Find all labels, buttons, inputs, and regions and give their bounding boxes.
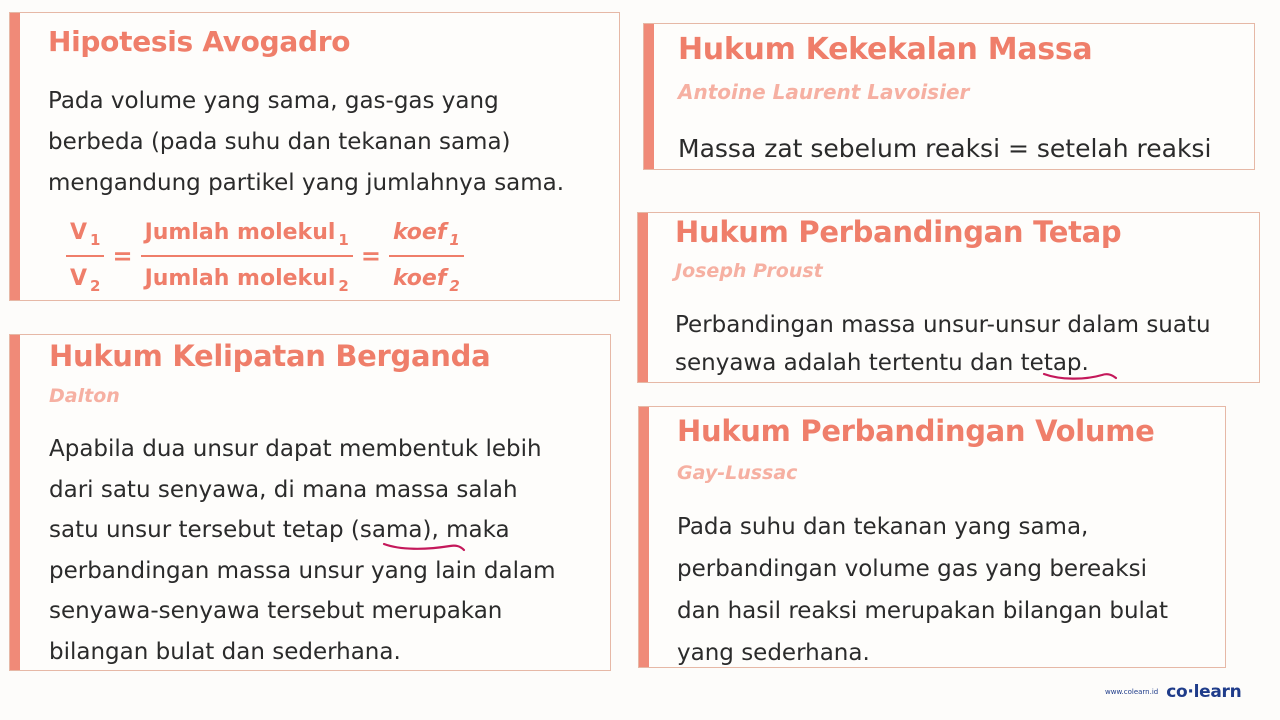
fraction-bar <box>66 255 104 257</box>
card-title: Hukum Perbandingan Tetap <box>675 215 1122 249</box>
card-author: Gay-Lussac <box>677 462 798 484</box>
card-body <box>48 81 564 204</box>
logo-brand: co·learn <box>1166 682 1242 702</box>
card-accent-bar <box>10 13 20 300</box>
body-line: yang sederhana. <box>677 640 870 666</box>
fraction-bar <box>141 255 353 257</box>
card-title: Hukum Kekekalan Massa <box>678 32 1093 67</box>
equals-sign: = <box>360 242 381 270</box>
card-accent-bar <box>639 407 649 667</box>
card-body <box>678 128 1211 169</box>
card-dalton <box>9 334 611 671</box>
formula-v2: V <box>70 266 88 291</box>
body-line: berbeda (pada suhu dan tekanan sama) <box>48 129 511 155</box>
body-line: dan hasil reaksi merupakan bilangan bulat <box>677 598 1169 624</box>
body-line: satu unsur tersebut tetap (sama), maka <box>49 517 510 543</box>
formula-subscript: 1 <box>338 231 349 249</box>
body-line: Massa zat sebelum reaksi = setelah reaksi <box>678 134 1212 163</box>
avogadro-formula <box>66 211 464 301</box>
fraction-volume <box>66 215 104 297</box>
formula-subscript: 1 <box>90 231 101 249</box>
fraction-coefficients <box>389 215 464 297</box>
card-accent-bar <box>644 24 654 169</box>
card-body <box>677 506 1168 668</box>
formula-mol-1: Jumlah molekul <box>144 220 336 245</box>
formula-subscript: 2 <box>449 277 460 295</box>
formula-subscript: 2 <box>90 277 101 295</box>
equals-sign: = <box>112 242 133 270</box>
body-line: perbandingan volume gas yang bereaksi <box>677 556 1147 582</box>
card-avogadro <box>9 12 620 301</box>
body-line: perbandingan massa unsur yang lain dalam <box>49 557 556 584</box>
card-accent-bar <box>638 213 648 382</box>
formula-subscript: 2 <box>338 277 349 295</box>
card-author: Joseph Proust <box>675 260 823 282</box>
card-title: Hukum Kelipatan Berganda <box>49 339 491 373</box>
body-line: mengandung partikel yang jumlahnya sama. <box>48 170 565 196</box>
formula-koef-2: koef <box>392 266 447 291</box>
card-author: Dalton <box>49 385 120 407</box>
body-line: Pada suhu dan tekanan yang sama, <box>677 514 1089 540</box>
colearn-logo <box>1105 682 1241 702</box>
card-title: Hipotesis Avogadro <box>48 25 351 58</box>
card-proust <box>637 212 1260 383</box>
formula-koef-1: koef <box>392 220 447 245</box>
body-line: senyawa adalah tertentu dan tetap. <box>675 350 1089 376</box>
card-body <box>49 429 556 671</box>
card-gaylussac <box>638 406 1226 668</box>
card-accent-bar <box>10 335 20 670</box>
formula-subscript: 1 <box>449 231 460 249</box>
formula-mol-2: Jumlah molekul <box>144 266 336 291</box>
body-line: Apabila dua unsur dapat membentuk lebih <box>49 436 542 462</box>
fraction-bar <box>389 255 464 257</box>
fraction-molecules <box>141 215 353 297</box>
logo-url: www.colearn.id <box>1105 688 1159 696</box>
card-author: Antoine Laurent Lavoisier <box>678 80 970 104</box>
body-line: bilangan bulat dan sederhana. <box>49 638 401 665</box>
body-line: senyawa-senyawa tersebut merupakan <box>49 598 503 624</box>
card-lavoisier <box>643 23 1255 170</box>
formula-v1: V <box>70 220 88 245</box>
card-body <box>675 306 1211 382</box>
card-title: Hukum Perbandingan Volume <box>677 414 1155 448</box>
body-line: Perbandingan massa unsur-unsur dalam suatu <box>675 312 1211 338</box>
body-line: dari satu senyawa, di mana massa salah <box>49 476 518 503</box>
body-line: Pada volume yang sama, gas-gas yang <box>48 88 499 114</box>
